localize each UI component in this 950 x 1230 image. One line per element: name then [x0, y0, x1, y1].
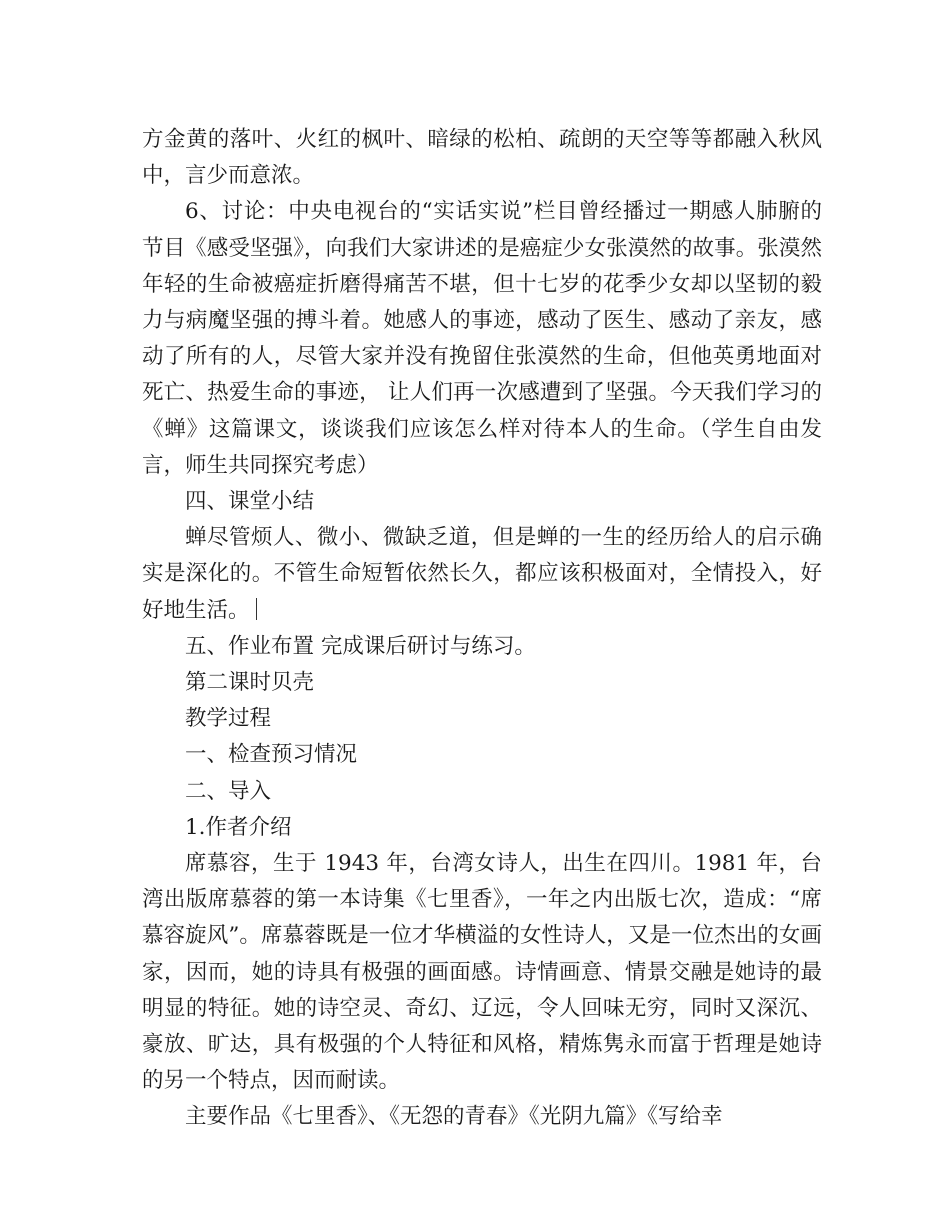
document-body	[142, 122, 822, 1136]
section-heading-introduction	[142, 774, 822, 810]
heading-text: 一、检查预习情况	[185, 742, 358, 768]
text-cursor	[256, 598, 257, 620]
section-heading-process	[142, 701, 822, 737]
section-heading-preview-check	[142, 737, 822, 773]
subheading-author	[142, 810, 822, 846]
section-heading-homework	[142, 629, 822, 665]
paragraph-text: 6、讨论：中央电视台的“实话实说”栏目曾经播过一期感人肺腑的节目《感受坚强》，向我们大家讲述的是癌症少女张漠然的故事。张漠然年轻的生命被癌症折磨得痛苦不堪，但十七岁的花季少女却以坚韧的毅力与病魔坚强的搏斗着。她感人的事迹，感动了医生、感动了亲友，感动了所有的人，尽管大家并没有挽留住张漠然的生命，但他英勇地面对死亡、热爱生命的事迹， 让人们再一次感遭到了坚强。今天我们学习的《蝉》这篇课文，谈谈我们应该怎么样对待本人的生命。（学生自由发言，师生共同探究考虑）	[142, 199, 822, 478]
paragraph-summary	[142, 520, 822, 629]
paragraph-continuation	[142, 122, 822, 194]
paragraph-text: 方金黄的落叶、火红的枫叶、暗绿的松柏、疏朗的天空等等都融入秋风中，言少而意浓。	[142, 127, 822, 189]
lesson-title	[142, 665, 822, 701]
heading-text: 教学过程	[185, 706, 272, 732]
paragraph-works	[142, 1099, 822, 1135]
heading-text: 二、导入	[185, 778, 272, 804]
paragraph-text: 主要作品《七里香》、《无怨的青春》《光阴九篇》《写给幸	[185, 1104, 723, 1130]
paragraph-text: 蝉尽管烦人、微小、微缺乏道，但是蝉的一生的经历给人的启示确实是深化的。不管生命短暂依然长久，都应该积极面对，全情投入，好好地生活。	[142, 525, 822, 623]
paragraph-discussion	[142, 194, 822, 484]
heading-text: 四、课堂小结	[185, 489, 315, 515]
heading-text: 1.作者介绍	[185, 814, 292, 840]
heading-text: 第二课时贝壳	[185, 670, 315, 696]
paragraph-author-bio	[142, 846, 822, 1099]
paragraph-text: 席慕容，生于 1943 年，台湾女诗人，出生在四川。1981 年，台湾出版席慕蓉的第一本诗集《七里香》，一年之内出版七次，造成：“席慕容旋风”。席慕蓉既是一位才华横溢的女性诗人，又是一位杰出的女画家，因而，她的诗具有极强的画面感。诗情画意、情景交融是她诗的最明显的特征。她的诗空灵、奇幻、辽远，令人回味无穷，同时又深沉、豪放、旷达，具有极强的个人特征和风格，精炼隽永而富于哲理是她诗的另一个特点，因而耐读。	[142, 851, 822, 1094]
section-heading-summary	[142, 484, 822, 520]
heading-text: 五、作业布置 完成课后研讨与练习。	[185, 633, 536, 659]
